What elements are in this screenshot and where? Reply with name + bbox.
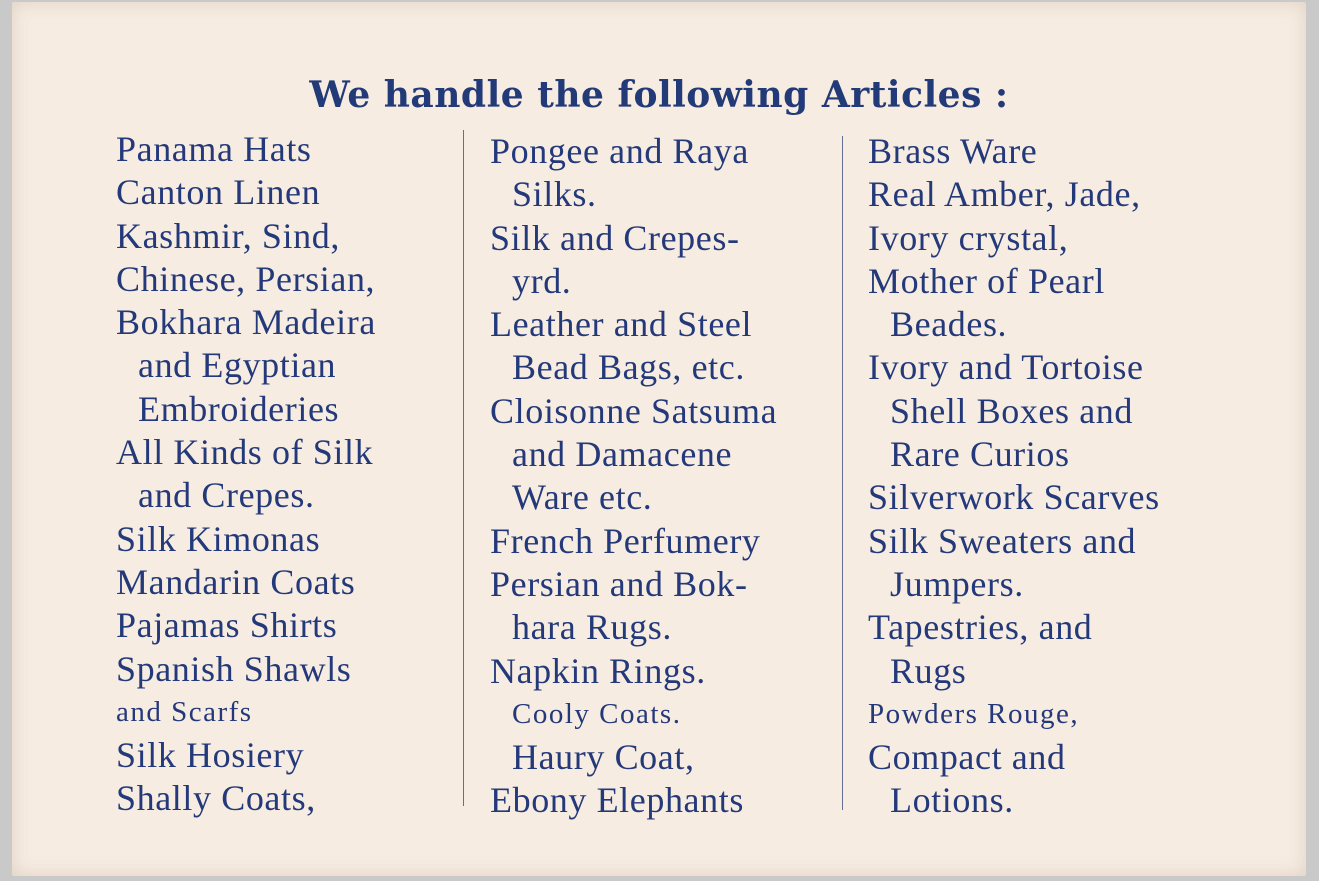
article-item: Rare Curios xyxy=(890,434,1070,475)
article-item: Bead Bags, etc. xyxy=(512,347,745,388)
article-item: and Damacene xyxy=(512,434,733,475)
article-item: Tapestries, and xyxy=(868,607,1093,648)
article-item: Silk and Crepes- xyxy=(490,217,740,258)
article-item: Persian and Bok- xyxy=(490,563,748,604)
article-item: hara Rugs. xyxy=(512,607,672,648)
article-item: Shally Coats, xyxy=(116,778,316,819)
article-card xyxy=(12,2,1306,876)
article-item: All Kinds of Silk xyxy=(116,432,374,473)
article-item: Spanish Shawls xyxy=(116,648,352,689)
article-item: Silverwork Scarves xyxy=(868,477,1160,518)
article-column-1 xyxy=(116,128,376,821)
article-item: Mandarin Coats xyxy=(116,561,356,602)
article-item: Beades. xyxy=(890,304,1008,345)
article-item: Silk Sweaters and xyxy=(868,520,1137,561)
article-item: Lotions. xyxy=(890,780,1014,821)
article-item: Ebony Elephants xyxy=(490,780,744,821)
article-item: Jumpers. xyxy=(890,563,1024,604)
article-item: Silk Hosiery xyxy=(116,735,305,776)
article-item: Silk Kimonas xyxy=(116,518,321,559)
article-item: Chinese, Persian, xyxy=(116,258,376,299)
article-item: Silks. xyxy=(512,174,597,215)
article-item: Powders Rouge, xyxy=(868,697,1080,730)
article-item: Pajamas Shirts xyxy=(116,605,338,646)
article-item: Kashmir, Sind, xyxy=(116,215,340,256)
article-item: Haury Coat, xyxy=(512,737,695,778)
column-divider xyxy=(842,136,843,810)
article-item: Bokhara Madeira xyxy=(116,302,376,343)
article-item: and Egyptian xyxy=(138,345,337,386)
article-item: Mother of Pearl xyxy=(868,260,1105,301)
article-item: Canton Linen xyxy=(116,172,321,213)
article-item: yrd. xyxy=(512,260,572,301)
article-item: Embroideries xyxy=(138,388,340,429)
article-item: Brass Ware xyxy=(868,131,1038,171)
article-item: and Crepes. xyxy=(138,475,315,516)
article-item: Napkin Rings. xyxy=(490,650,706,691)
article-item: Ivory and Tortoise xyxy=(868,347,1144,388)
article-item: Rugs xyxy=(890,650,967,691)
article-item: Cooly Coats. xyxy=(512,697,682,730)
article-item: Real Amber, Jade, xyxy=(868,174,1141,215)
card-heading: We handle the following Articles : xyxy=(309,74,1009,116)
article-item: Pongee and Raya xyxy=(490,131,749,171)
article-item: Compact and xyxy=(868,737,1066,778)
article-column-3 xyxy=(868,130,1160,823)
column-divider xyxy=(463,130,464,806)
article-item: French Perfumery xyxy=(490,520,761,561)
article-item: Ivory crystal, xyxy=(868,217,1069,258)
article-item: Shell Boxes and xyxy=(890,390,1133,431)
article-item: Ware etc. xyxy=(512,477,653,518)
article-item: Panama Hats xyxy=(116,129,312,169)
article-item: and Scarfs xyxy=(116,695,253,728)
article-column-2 xyxy=(490,130,777,823)
article-item: Cloisonne Satsuma xyxy=(490,390,778,431)
article-item: Leather and Steel xyxy=(490,304,753,345)
